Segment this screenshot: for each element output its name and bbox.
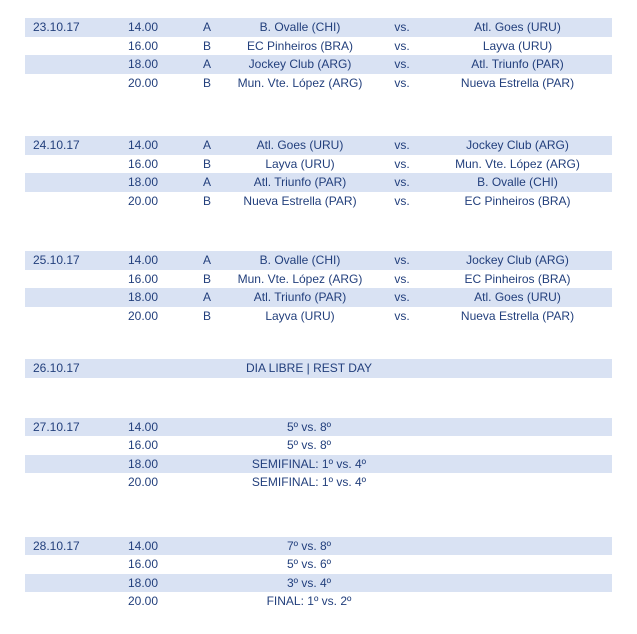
time-cell: 14.00	[128, 419, 159, 434]
group-cell: B	[202, 156, 211, 171]
date-cell: 24.10.17	[33, 138, 80, 152]
group-cell: B	[202, 38, 211, 53]
schedule-row	[25, 288, 612, 307]
vs-label: vs.	[394, 38, 410, 53]
home-team-cell: Atl. Triunfo (PAR)	[253, 290, 347, 304]
schedule-row	[25, 270, 612, 289]
away-team-cell: Atl. Triunfo (PAR)	[471, 57, 564, 71]
vs-label: vs.	[394, 57, 410, 71]
vs-label: vs.	[394, 20, 410, 34]
schedule-row	[25, 18, 612, 37]
time-cell: 16.00	[128, 557, 159, 571]
home-team-cell: Jockey Club (ARG)	[248, 57, 352, 71]
home-team-cell: Atl. Goes (URU)	[256, 138, 344, 152]
away-team-cell: EC Pinheiros (BRA)	[464, 193, 571, 208]
away-team-cell: Layva (URU)	[482, 38, 553, 53]
group-cell: A	[202, 20, 211, 34]
merged-cell: 3º vs. 4º	[286, 575, 332, 590]
merged-cell: FINAL: 1º vs. 2º	[266, 594, 352, 608]
away-team-cell: Atl. Goes (URU)	[474, 20, 561, 34]
time-cell: 20.00	[128, 308, 159, 323]
time-cell: 18.00	[128, 175, 159, 189]
schedule-row	[25, 192, 612, 211]
date-cell: 23.10.17	[33, 20, 80, 34]
schedule-row	[25, 74, 612, 93]
vs-label: vs.	[394, 156, 410, 171]
schedule-row	[25, 307, 612, 326]
day-block	[25, 18, 612, 92]
day-block	[25, 418, 612, 492]
schedule-row	[25, 359, 612, 378]
merged-cell: 5º vs. 8º	[286, 419, 332, 434]
away-team-cell: B. Ovalle (CHI)	[477, 175, 558, 189]
day-block	[25, 136, 612, 210]
time-cell: 20.00	[128, 594, 159, 608]
vs-label: vs.	[394, 138, 410, 152]
date-cell: 26.10.17	[33, 361, 80, 375]
time-cell: 16.00	[128, 271, 159, 286]
date-cell: 25.10.17	[33, 253, 80, 267]
schedule-row	[25, 37, 612, 56]
merged-cell: DIA LIBRE | REST DAY	[245, 361, 373, 375]
schedule-table	[25, 18, 637, 611]
home-team-cell: Layva (URU)	[265, 156, 335, 171]
vs-label: vs.	[394, 253, 410, 267]
home-team-cell: B. Ovalle (CHI)	[259, 253, 341, 267]
merged-cell: 5º vs. 6º	[286, 557, 332, 571]
merged-cell: SEMIFINAL: 1º vs. 4º	[251, 456, 367, 471]
time-cell: 20.00	[128, 475, 159, 489]
merged-cell: 5º vs. 8º	[286, 438, 332, 452]
schedule-row	[25, 251, 612, 270]
time-cell: 16.00	[128, 156, 159, 171]
away-team-cell: Nueva Estrella (PAR)	[460, 75, 575, 90]
schedule-row	[25, 574, 612, 593]
schedule-row	[25, 555, 612, 574]
schedule-row	[25, 436, 612, 455]
group-cell: A	[202, 138, 211, 152]
vs-label: vs.	[394, 308, 410, 323]
group-cell: B	[202, 193, 211, 208]
home-team-cell: Nueva Estrella (PAR)	[243, 193, 357, 208]
schedule-row	[25, 173, 612, 192]
vs-label: vs.	[394, 290, 410, 304]
group-cell: A	[202, 253, 211, 267]
group-cell: A	[202, 175, 211, 189]
time-cell: 20.00	[128, 75, 159, 90]
time-cell: 14.00	[128, 253, 159, 267]
schedule-row	[25, 473, 612, 492]
group-cell: A	[202, 57, 211, 71]
schedule-row	[25, 55, 612, 74]
away-team-cell: Nueva Estrella (PAR)	[460, 308, 575, 323]
vs-label: vs.	[394, 271, 410, 286]
away-team-cell: Atl. Goes (URU)	[474, 290, 561, 304]
time-cell: 18.00	[128, 456, 159, 471]
time-cell: 14.00	[128, 138, 159, 152]
group-cell: B	[202, 271, 211, 286]
time-cell: 14.00	[128, 20, 159, 34]
time-cell: 14.00	[128, 538, 159, 553]
away-team-cell: Mun. Vte. López (ARG)	[455, 156, 580, 171]
home-team-cell: B. Ovalle (CHI)	[259, 20, 341, 34]
schedule-row	[25, 537, 612, 556]
schedule-row	[25, 418, 612, 437]
day-block	[25, 359, 612, 378]
time-cell: 16.00	[128, 38, 159, 53]
time-cell: 18.00	[128, 575, 159, 590]
time-cell: 16.00	[128, 438, 159, 452]
date-cell: 28.10.17	[33, 538, 80, 553]
vs-label: vs.	[394, 193, 410, 208]
home-team-cell: Layva (URU)	[265, 308, 335, 323]
time-cell: 20.00	[128, 193, 159, 208]
day-block	[25, 537, 612, 611]
home-team-cell: Atl. Triunfo (PAR)	[253, 175, 347, 189]
schedule-row	[25, 455, 612, 474]
group-cell: A	[202, 290, 211, 304]
vs-label: vs.	[394, 75, 410, 90]
away-team-cell: EC Pinheiros (BRA)	[464, 271, 571, 286]
away-team-cell: Jockey Club (ARG)	[466, 253, 569, 267]
schedule-row	[25, 592, 612, 611]
time-cell: 18.00	[128, 290, 159, 304]
away-team-cell: Jockey Club (ARG)	[466, 138, 569, 152]
merged-cell: 7º vs. 8º	[286, 538, 332, 553]
time-cell: 18.00	[128, 57, 159, 71]
home-team-cell: EC Pinheiros (BRA)	[246, 38, 354, 53]
merged-cell: SEMIFINAL: 1º vs. 4º	[251, 475, 367, 489]
schedule-row	[25, 136, 612, 155]
group-cell: B	[202, 75, 211, 90]
group-cell: B	[202, 308, 211, 323]
schedule-row	[25, 155, 612, 174]
home-team-cell: Mun. Vte. López (ARG)	[237, 271, 363, 286]
day-block	[25, 251, 612, 325]
home-team-cell: Mun. Vte. López (ARG)	[237, 75, 363, 90]
date-cell: 27.10.17	[33, 419, 80, 434]
vs-label: vs.	[394, 175, 410, 189]
